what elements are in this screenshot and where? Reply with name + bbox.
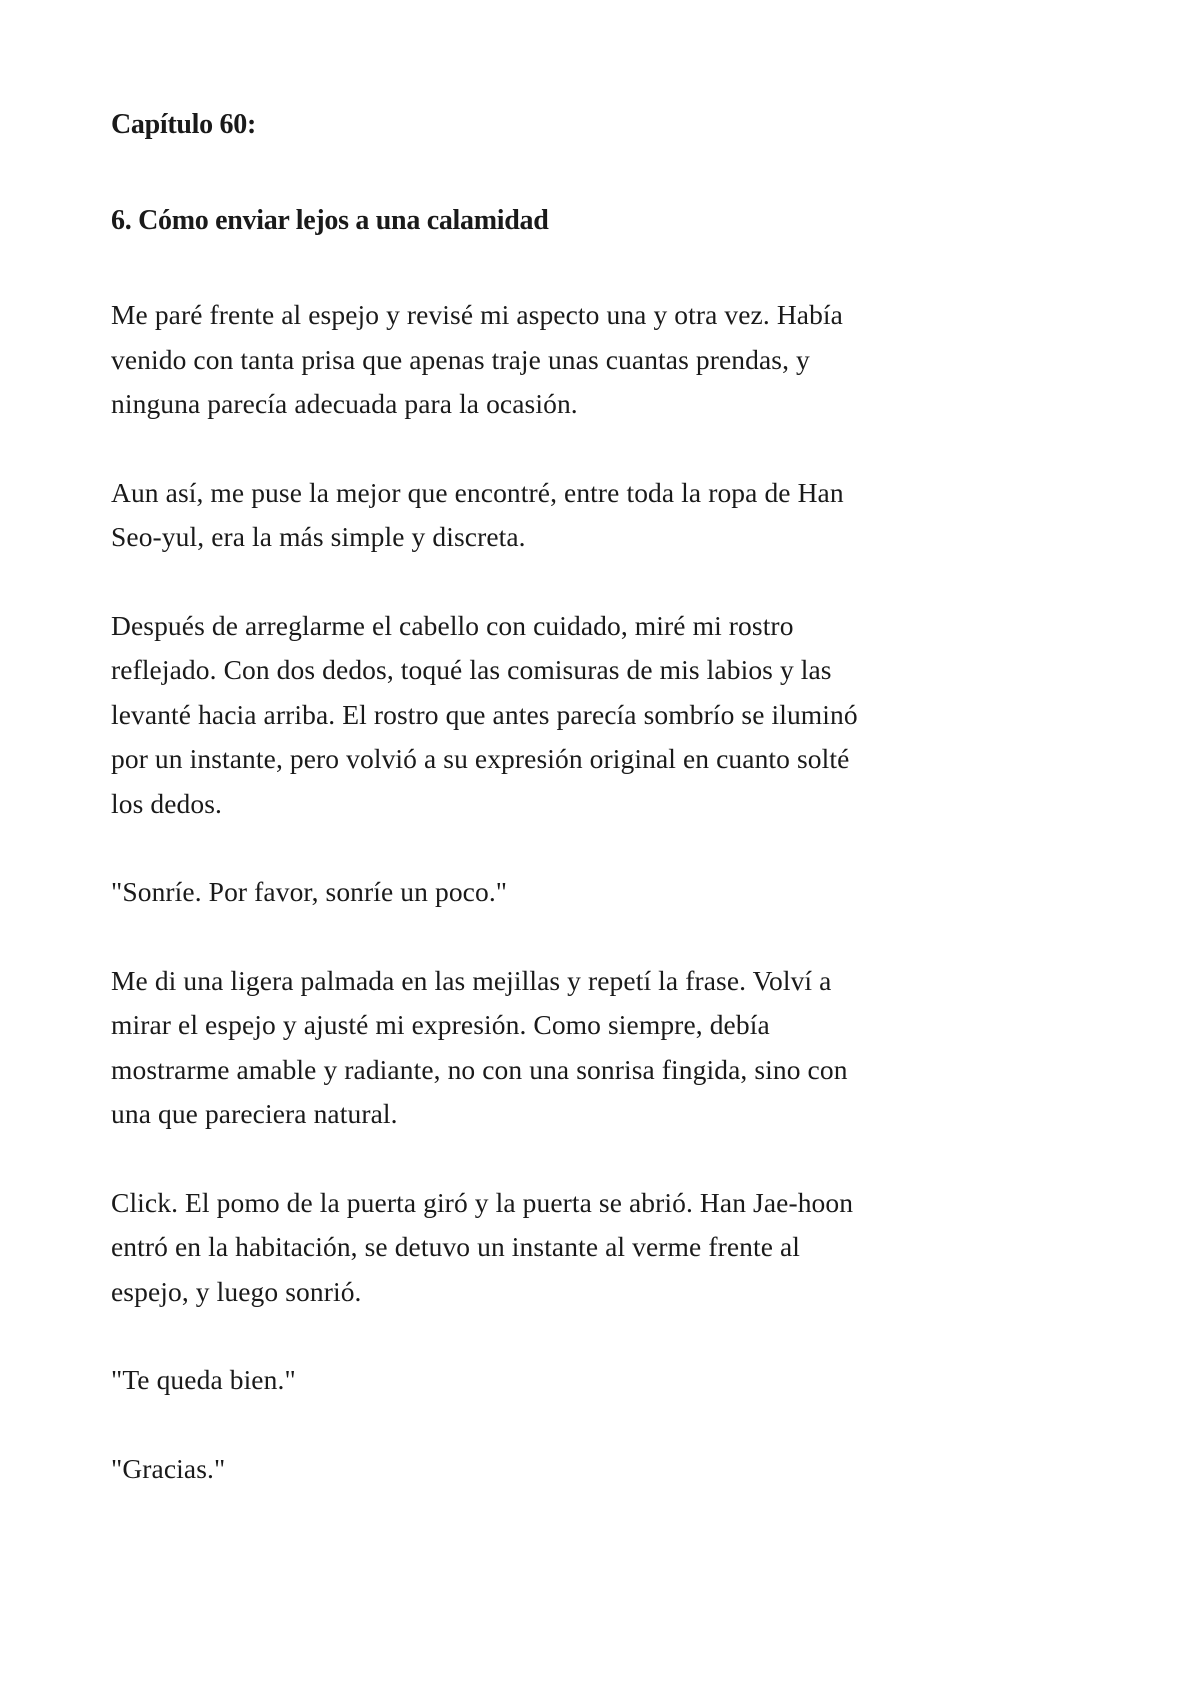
text-line: Me di una ligera palmada en las mejillas y repetí la frase. Volví a: [111, 964, 832, 996]
text-line: Después de arreglarme el cabello con cuidado, miré mi rostro: [111, 609, 794, 641]
text-line: por un instante, pero volvió a su expresión original en cuanto solté: [111, 743, 850, 774]
text-line: venido con tanta prisa que apenas traje unas cuantas prendas, y: [111, 343, 810, 375]
document-page: [111, 105, 1091, 1491]
text-line: Me paré frente al espejo y revisé mi aspecto una y otra vez. Había: [111, 299, 843, 330]
paragraph: [111, 1181, 1091, 1315]
text-line: reflejado. Con dos dedos, toqué las comisuras de mis labios y las: [111, 654, 832, 685]
text-line: entró en la habitación, se detuvo un instante al verme frente al: [111, 1231, 801, 1262]
paragraph-dialogue: [111, 1447, 1091, 1492]
paragraph: [111, 471, 1091, 560]
section-title: 6. Cómo enviar lejos a una calamidad: [111, 205, 549, 236]
text-line: "Gracias.": [111, 1452, 226, 1484]
paragraph-dialogue: [111, 870, 1091, 915]
text-line: una que pareciera natural.: [111, 1098, 398, 1129]
paragraph: [111, 604, 1091, 827]
paragraph-dialogue: [111, 1358, 1091, 1403]
paragraph: [111, 959, 1091, 1137]
text-line: "Sonríe. Por favor, sonríe un poco.": [111, 876, 508, 907]
text-line: ninguna parecía adecuada para la ocasión.: [111, 388, 578, 419]
text-line: mostrarme amable y radiante, no con una sonrisa fingida, sino con: [111, 1053, 848, 1085]
text-line: Seo-yul, era la más simple y discreta.: [111, 521, 526, 552]
text-line: levanté hacia arriba. El rostro que antes parecía sombrío se iluminó: [111, 698, 858, 730]
text-line: mirar el espejo y ajusté mi expresión. Como siempre, debía: [111, 1009, 770, 1040]
chapter-label: Capítulo 60:: [111, 109, 256, 140]
text-line: Click. El pomo de la puerta giró y la puerta se abrió. Han Jae-hoon: [111, 1186, 854, 1218]
text-line: los dedos.: [111, 787, 222, 819]
text-line: Aun así, me puse la mejor que encontré, entre toda la ropa de Han: [111, 476, 844, 508]
text-line: "Te queda bien.": [111, 1364, 296, 1395]
paragraph: [111, 293, 1091, 427]
text-line: espejo, y luego sonrió.: [111, 1275, 362, 1307]
